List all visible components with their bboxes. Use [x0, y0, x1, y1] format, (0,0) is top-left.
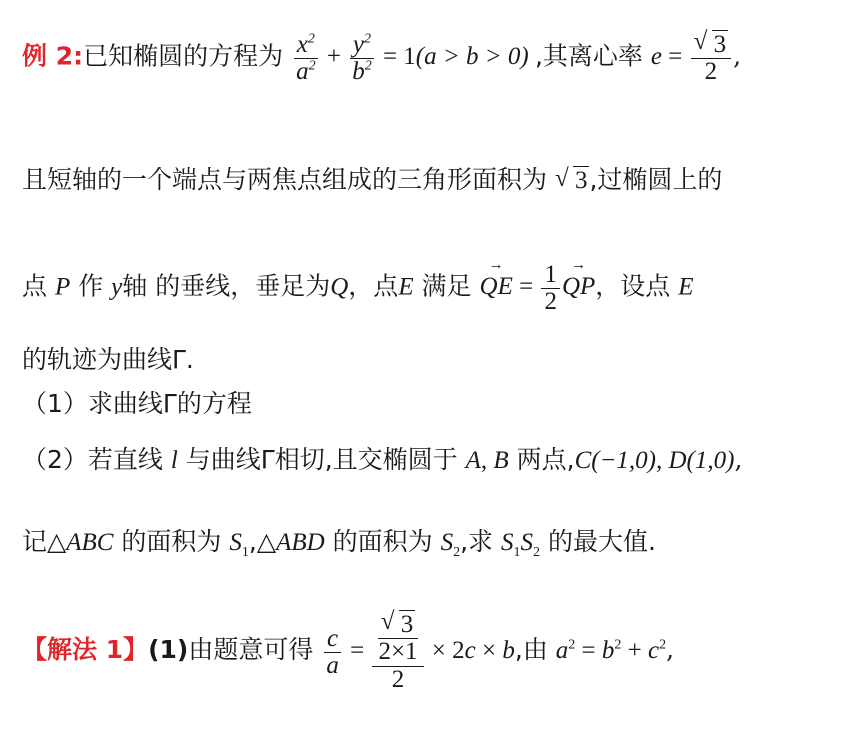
solution-equation: $\frac{c}{a}$ = √ $\frac{\frac{3}{2\times 1}}{2}$ × 2c × b [321, 637, 515, 664]
vector-relation: → QE = $\frac{1}{2}$ → QP [480, 273, 596, 300]
problem-line-1: 例 2:已知椭圆的方程为 $\frac{x^2}{a^2}$ + $\frac{y^2}{b^2}$ = 1(a > b > 0) ,其离心率 e = √ $\frac{3}{2}$ , [22, 32, 741, 86]
solution-line: 【解法 1】(1)由题意可得 $\frac{c}{a}$ = √ $\frac{\frac{3}{2\times 1}}{2}$ × 2c × b,由 $a^2 = b^2 + c^2$, [22, 612, 674, 693]
problem-line-4: 的轨迹为曲线Γ. [22, 345, 194, 374]
example-label: 例 2: [22, 41, 84, 71]
area-value: √ 3 [555, 167, 590, 194]
ellipse-equation: $\frac{x^2}{a^2}$ + $\frac{y^2}{b^2}$ = 1(a > b > 0) [291, 43, 535, 70]
line1-text: 已知椭圆的方程为 [83, 41, 284, 71]
question-1: （1）求曲线Γ的方程 [22, 389, 252, 418]
problem-line-2: 且短轴的一个端点与两焦点组成的三角形面积为 √ 3,过椭圆上的 [22, 160, 722, 196]
solution-label: 【解法 1】 [22, 635, 149, 665]
question-2-continued: 记△ABC 的面积为 $S_1,\triangle ABD$ 的面积为 $S_2$,求 $S_1S_2$ 的最大值. [22, 527, 656, 560]
problem-line-3: 点 P 作 y轴 的垂线，垂足为Q，点E 满足 → QE = $\frac{1}{2}$ → QP，设点 E [22, 262, 694, 316]
eccentricity: e = √ $\frac{3}{2}$ [651, 43, 733, 70]
question-2: （2）若直线 l 与曲线Γ相切,且交椭圆于 A, B 两点,C(−1,0), D(1,0), [22, 445, 743, 474]
